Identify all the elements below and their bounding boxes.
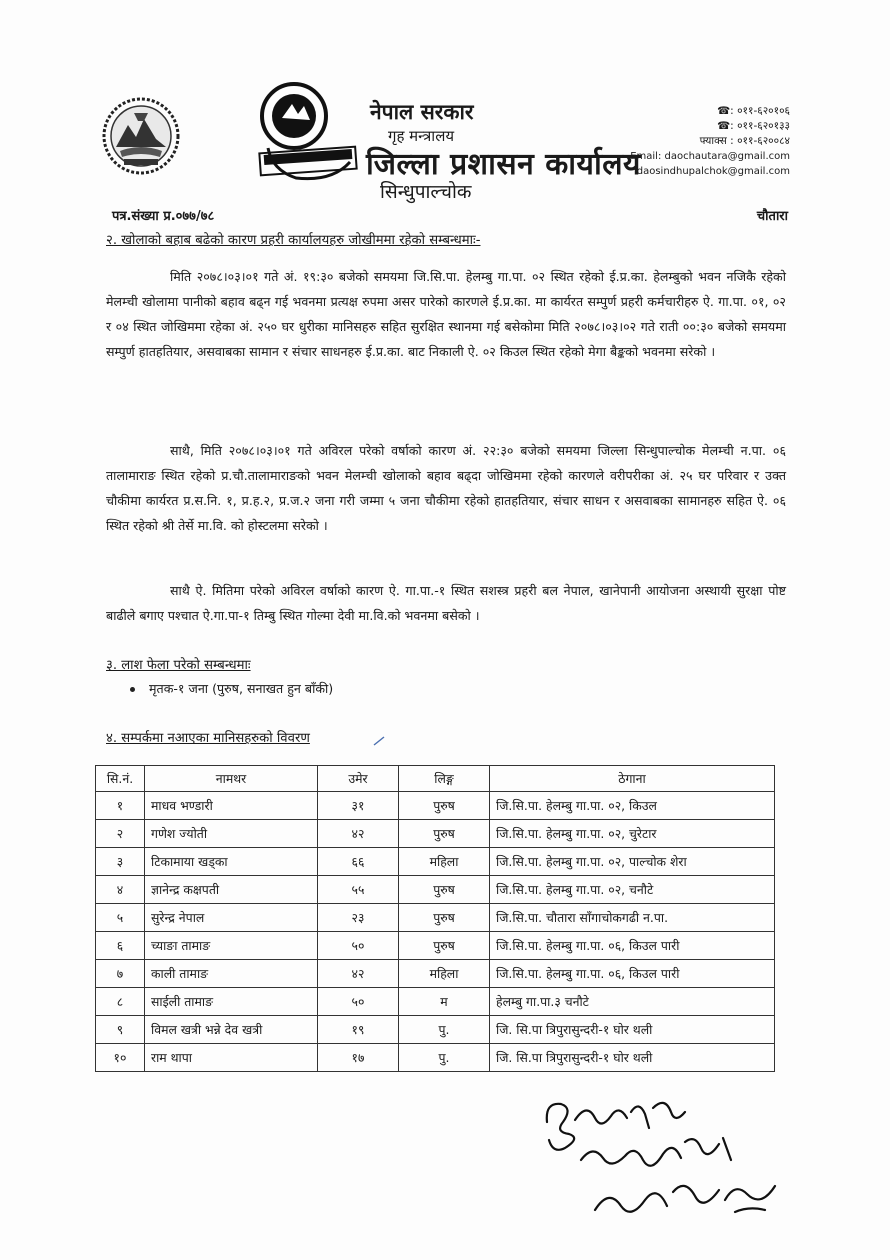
bullet-text: मृतक-१ जना (पुरुष, सनाखत हुन बाँकी) xyxy=(149,681,334,696)
column-header-address: ठेगाना xyxy=(490,766,775,792)
cell-sn: ७ xyxy=(96,960,145,988)
bullet-icon xyxy=(130,687,135,692)
cell-sn: १ xyxy=(96,792,145,820)
email-1: Email: daochautara@gmail.com xyxy=(630,151,790,162)
fax-label: फ्याक्स : xyxy=(699,135,734,147)
cell-gender: महिला xyxy=(399,960,490,988)
section-4-heading: ४. सम्पर्कमा नआएका मानिसहरुको विवरण xyxy=(106,731,310,746)
cell-gender: पुरुष xyxy=(399,904,490,932)
district-office-logo-icon xyxy=(252,78,362,193)
cell-name: सुरेन्द्र नेपाल xyxy=(145,904,318,932)
cell-name: साईली तामाङ xyxy=(145,988,318,1016)
section-2-paragraph-3: साथै ऐ. मितिमा परेको अविरल वर्षाको कारण ऐ. गा.पा.-१ स्थित सशस्त्र प्रहरी बल नेपाल, खानेपानी आयोजना अस्थायी सुरक्षा पोष्ट बाढीले बगाए पश्चात ऐ.गा.पा-१ तिम्बु स्थित गोल्मा देवी मा.वि.को भवनमा बसेको । xyxy=(106,583,786,623)
cell-sn: ८ xyxy=(96,988,145,1016)
table-row xyxy=(96,1016,775,1044)
cell-address: जि.सि.पा. हेलम्बु गा.पा. ०२, पाल्चोक शेरा xyxy=(490,848,775,876)
table-header-row xyxy=(96,766,775,792)
cell-age: २३ xyxy=(318,904,399,932)
government-name: नेपाल सरकार xyxy=(370,100,474,124)
cell-name: गणेश ज्योती xyxy=(145,820,318,848)
cell-sn: ९ xyxy=(96,1016,145,1044)
cell-gender: पुरुष xyxy=(399,820,490,848)
email-2: daosindhupalchok@gmail.com xyxy=(636,166,790,177)
cell-address: जि.सि.पा. हेलम्बु गा.पा. ०२, किउल xyxy=(490,792,775,820)
cell-name: च्याङा तामाङ xyxy=(145,932,318,960)
cell-age: ४२ xyxy=(318,820,399,848)
table-row xyxy=(96,1044,775,1072)
cell-age: ६६ xyxy=(318,848,399,876)
district-name: सिन्धुपाल्चोक xyxy=(380,181,472,203)
contact-block xyxy=(630,104,790,179)
cell-gender: महिला xyxy=(399,848,490,876)
column-header-name: नामथर xyxy=(145,766,318,792)
cell-sn: २ xyxy=(96,820,145,848)
cell-name: ज्ञानेन्द्र कक्षपती xyxy=(145,876,318,904)
phone-number: ०११-६२०१३३ xyxy=(737,120,790,132)
cell-address: हेलम्बु गा.पा.३ चनौटे xyxy=(490,988,775,1016)
cell-address: जि.सि.पा. हेलम्बु गा.पा. ०२, चुरेटार xyxy=(490,820,775,848)
reference-number: पत्र.संख्या प्र.०७७/७८ xyxy=(112,209,215,224)
section-2-paragraph-1: मिति २०७८।०३।०१ गते अं. १९:३० बजेको समयमा जि.सि.पा. हेलम्बु गा.पा. ०२ स्थित रहेको ई.प्र.का. हेलम्बुको भवन नजिकै रहेको मेलम्ची खोलामा पानीको बहाव बढ्न गई भवनमा प्रत्यक्ष रुपमा असर पारेको कारणले ई.प्र.का. मा कार्यरत सम्पुर्ण प्रहरी कर्मचारीहरु ऐ. गा.पा. ०१, ०२ र ०४ स्थित जोखिममा रहेका अं. २५० घर धुरीका मानिसहरु सहित सुरक्षित स्थानमा गई बसेकोमा मिति २०७८।०३।०२ गते राती ००:३० बजेको समयमा सम्पुर्ण हातहतियार, असवाबका सामान र संचार साधनहरु ई.प्र.का. बाट निकाली ऐ. ०२ किउल स्थित रहेको मेगा बैङ्कको भवनमा सरेको । xyxy=(106,269,786,359)
missing-persons-table xyxy=(95,765,775,1072)
cell-address: जि.सि.पा. हेलम्बु गा.पा. ०६, किउल पारी xyxy=(490,932,775,960)
table-row xyxy=(96,904,775,932)
phone-icon: ☎ xyxy=(717,120,731,132)
cell-name: काली तामाङ xyxy=(145,960,318,988)
cell-sn: ६ xyxy=(96,932,145,960)
office-name: जिल्ला प्रशासन कार्यालय xyxy=(366,147,641,182)
phone-icon: ☎ xyxy=(717,105,731,117)
phone-row-2: ☎: ०११-६२०१३३ xyxy=(717,120,790,132)
cell-address: जि.सि.पा. हेलम्बु गा.पा. ०६, किउल पारी xyxy=(490,960,775,988)
cell-age: ५० xyxy=(318,932,399,960)
cell-address: जि.सि.पा. चौतारा साँगाचोकगढी न.पा. xyxy=(490,904,775,932)
fax-row xyxy=(630,134,790,149)
cell-address: जि. सि.पा त्रिपुरासुन्दरी-१ घोर थली xyxy=(490,1044,775,1072)
fax-number: ०११-६२००८४ xyxy=(737,135,790,147)
pen-mark-icon xyxy=(372,736,386,746)
cell-gender: पुरुष xyxy=(399,792,490,820)
cell-name: विमल खत्री भन्ने देव खत्री xyxy=(145,1016,318,1044)
cell-address: जि.सि.पा. हेलम्बु गा.पा. ०२, चनौटे xyxy=(490,876,775,904)
phone-row-1: ☎: ०११-६२०१०६ xyxy=(717,105,790,117)
cell-age: ४२ xyxy=(318,960,399,988)
cell-sn: १० xyxy=(96,1044,145,1072)
cell-age: १९ xyxy=(318,1016,399,1044)
table-row xyxy=(96,960,775,988)
table-row xyxy=(96,988,775,1016)
cell-age: ३१ xyxy=(318,792,399,820)
table-row xyxy=(96,820,775,848)
section-2-heading: २. खोलाको बहाब बढेको कारण प्रहरी कार्यालयहरु जोखीममा रहेको सम्बन्धमाः- xyxy=(106,233,481,248)
cell-sn: ५ xyxy=(96,904,145,932)
cell-gender: पुरुष xyxy=(399,876,490,904)
cell-gender: पु. xyxy=(399,1044,490,1072)
cell-age: ५० xyxy=(318,988,399,1016)
section-2-paragraph-2: साथै, मिति २०७८।०३।०१ गते अविरल परेको वर्षाको कारण अं. २२:३० बजेको समयमा जिल्ला सिन्धुपाल्चोक मेलम्ची न.पा. ०६ तालामाराङ स्थित रहेको प्र.चौ.तालामाराङको भवन मेलम्ची खोलाको बहाव बढ्दा जोखिममा रहेको कारणले वरीपरीका अं. २५ घर परिवार र उक्त चौकीमा कार्यरत प्र.स.नि. १, प्र.ह.२, प्र.ज.२ जना गरी जम्मा ५ जना चौकीमा रहेको हातहतियार, संचार साधन र असवाबका सामानहरु सहित ऐ. ०६ स्थित रहेको श्री तेर्से मा.वि. को होस्टलमा सरेको । xyxy=(106,443,786,533)
table-row xyxy=(96,876,775,904)
handwritten-signature xyxy=(535,1082,795,1232)
cell-sn: ३ xyxy=(96,848,145,876)
ministry-name: गृह मन्त्रालय xyxy=(388,127,455,145)
cell-address: जि. सि.पा त्रिपुरासुन्दरी-१ घोर थली xyxy=(490,1016,775,1044)
phone-number: ०११-६२०१०६ xyxy=(737,105,790,117)
cell-gender: म xyxy=(399,988,490,1016)
column-header-gender: लिङ्ग xyxy=(399,766,490,792)
nepal-emblem-icon xyxy=(100,95,182,177)
table-row xyxy=(96,848,775,876)
cell-age: ५५ xyxy=(318,876,399,904)
column-header-sn: सि.नं. xyxy=(96,766,145,792)
cell-sn: ४ xyxy=(96,876,145,904)
place-name: चौतारा xyxy=(756,209,788,224)
cell-name: टिकामाया खड्का xyxy=(145,848,318,876)
list-item xyxy=(130,680,333,697)
cell-gender: पु. xyxy=(399,1016,490,1044)
table-row xyxy=(96,792,775,820)
column-header-age: उमेर xyxy=(318,766,399,792)
cell-gender: पुरुष xyxy=(399,932,490,960)
cell-name: माधव भण्डारी xyxy=(145,792,318,820)
section-3-heading: ३. लाश फेला परेको सम्बन्धमाः xyxy=(106,658,251,673)
table-row xyxy=(96,932,775,960)
cell-name: राम थापा xyxy=(145,1044,318,1072)
cell-age: १७ xyxy=(318,1044,399,1072)
